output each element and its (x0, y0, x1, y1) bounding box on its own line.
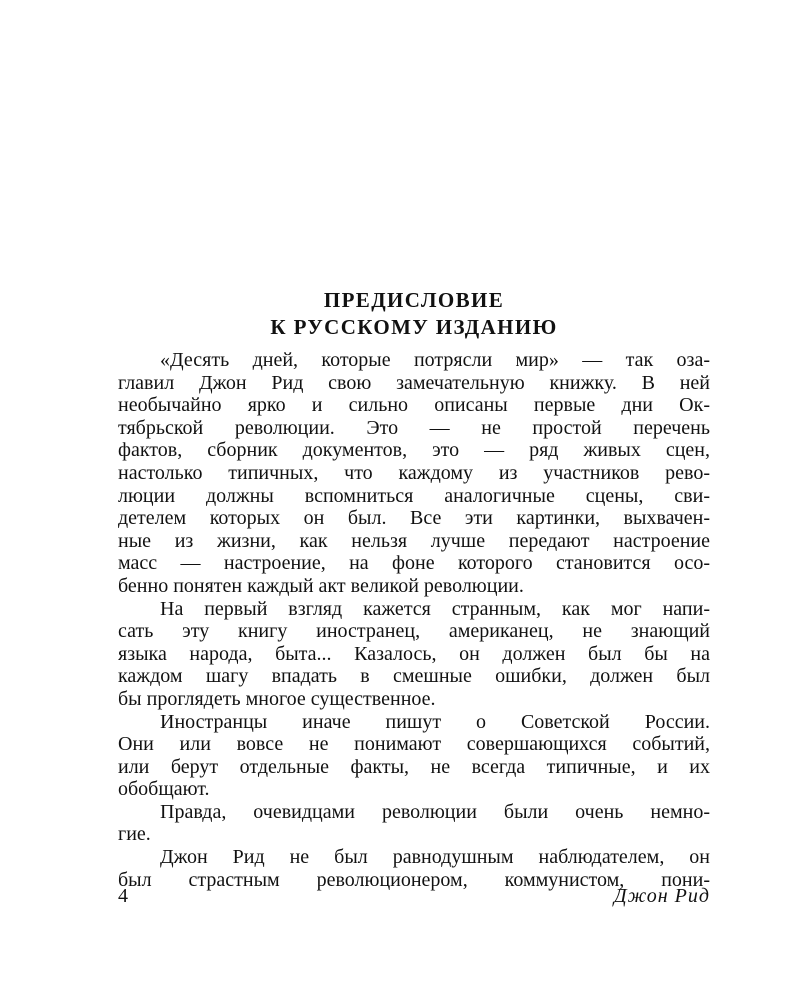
text-line: тябрьской революции. Это — не простой перечень (118, 416, 710, 439)
text-line: Джон Рид не был равнодушным наблюдателем, он (160, 846, 710, 869)
page-number: 4 (118, 885, 128, 907)
text-line: сать эту книгу иностранец, американец, не знающий (118, 620, 710, 643)
text-line: люции должны вспомниться аналогичные сцены, сви- (118, 484, 710, 507)
text-line: языка народа, быта... Казалось, он должен был бы на (118, 642, 710, 665)
heading-line-1: ПРЕДИСЛОВИЕ (323, 288, 505, 312)
preface-text (118, 349, 710, 891)
text-line: На первый взгляд кажется странным, как мог напи- (160, 597, 710, 620)
text-line: детелем которых он был. Все эти картинки, выхвачен- (118, 507, 710, 530)
text-line: был страстным революционером, коммунистом, пони- (118, 868, 710, 891)
text-line: настолько типичных, что каждому из участников рево- (118, 461, 710, 484)
text-line: обобщают. (118, 778, 210, 801)
text-line: главил Джон Рид свою замечательную книжку. В ней (118, 371, 710, 394)
running-footer-author: Джон Рид (613, 885, 710, 907)
text-line: фактов, сборник документов, это — ряд живых сцен, (118, 439, 710, 462)
text-line: бенно понятен каждый акт великой революции. (118, 574, 524, 597)
heading-line-2: К РУССКОМУ ИЗДАНИЮ (270, 315, 558, 339)
text-line: ные из жизни, как нельзя лучше передают настроение (118, 529, 710, 552)
text-line: Иностранцы иначе пишут о Советской России. (160, 710, 710, 733)
text-line: или берут отдельные факты, не всегда типичные, и их (118, 755, 710, 778)
text-line: каждом шагу впадать в смешные ошибки, должен был (118, 665, 710, 688)
text-line: «Десять дней, которые потрясли мир» — так оза- (160, 349, 710, 371)
text-line: Они или вовсе не понимают совершающихся событий, (118, 733, 710, 756)
text-line: бы проглядеть многое существенное. (118, 687, 436, 710)
text-line: масс — настроение, на фоне которого становится осо- (118, 552, 710, 575)
text-line: гие. (118, 823, 151, 846)
text-line: Правда, очевидцами революции были очень немно- (160, 800, 710, 823)
text-line: необычайно ярко и сильно описаны первые дни Ок- (118, 394, 710, 417)
chapter-heading (118, 287, 710, 341)
